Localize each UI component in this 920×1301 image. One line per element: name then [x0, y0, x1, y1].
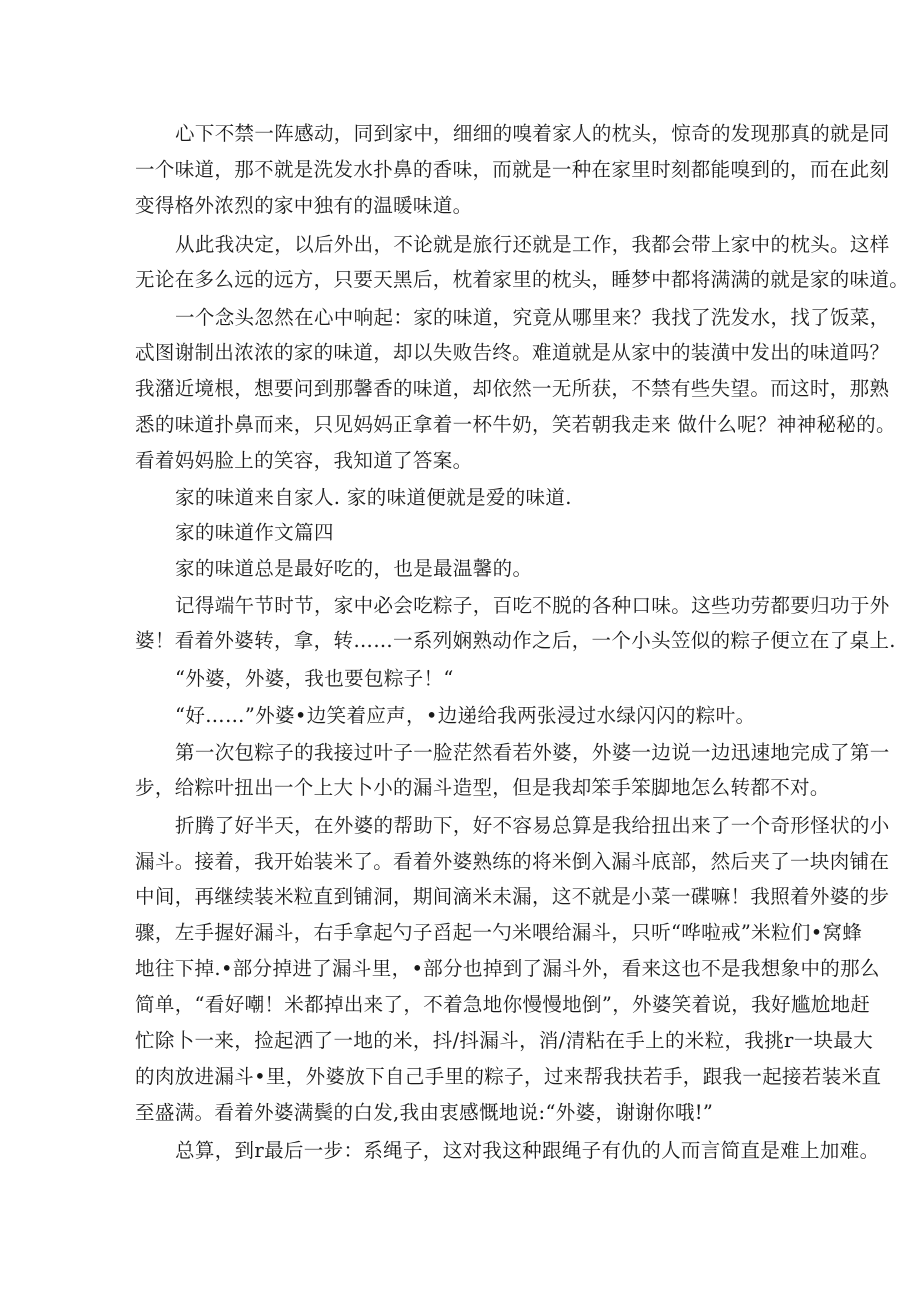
paragraph-line: 婆！看着外婆转，拿，转……一系列娴熟动作之后，一个小头笠似的粽子便立在了桌上. [135, 629, 896, 652]
paragraph-line: 记得端午节时节，家中必会吃粽子，百吃不脱的各种口味。这些功劳都要归功于外 [175, 594, 890, 617]
section-heading: 家的味道作文篇四 [175, 521, 334, 544]
paragraph-line: 变得格外浓烈的家中独有的温暖味道。 [135, 194, 473, 217]
paragraph-line: 我潴近境根，想要问到那馨香的味道，却依然一无所获，不禁有些失望。而这时，那熟 [135, 377, 890, 400]
paragraph-line: 总算，到r最后一步：系绳子，这对我这种跟绳子有仇的人而言简直是难上加难。 [175, 1139, 880, 1162]
paragraph-line: 漏斗。接着，我开始装米了。看着外婆熟练的将米倒入漏斗底部，然后夹了一块肉铺在 [135, 850, 890, 873]
paragraph-line: 心下不禁一阵感动，同到家中，细细的嗅着家人的枕头，惊奇的发现那真的就是同 [175, 122, 890, 145]
dialogue-line: “外婆，外婆，我也要包粽子！“ [175, 667, 454, 690]
dialogue-line: “好……”外婆•边笑着应声，•边递给我两张浸过水绿闪闪的粽叶。 [175, 704, 756, 727]
paragraph-line: 一个念头忽然在心中响起：家的味道，究竟从哪里来？我找了洗发水，找了饭菜， [175, 306, 890, 329]
paragraph-line: 无论在多么远的远方，只要天黑后，枕着家里的枕头，睡梦中都将满满的就是家的味道。 [135, 268, 910, 291]
paragraph-line: 地往下掉.•部分掉进了漏斗里，•部分也掉到了漏斗外，看来这也不是我想象中的那么 [135, 957, 880, 980]
paragraph-line: 简单，“看好嘲！米都掉出来了，不着急地你慢慢地倒”，外婆笑着说，我好尴尬地赶 [135, 993, 871, 1016]
paragraph-line: 家的味道总是最好吃的，也是最温馨的。 [175, 557, 533, 580]
paragraph-line: 忒图谢制出浓浓的家的味道，却以失败告终。难道就是从家中的装潢中发出的味道吗？ [135, 341, 890, 364]
paragraph-line: 家的味道来自家人. 家的味道便就是爱的味道. [175, 486, 572, 509]
paragraph-line: 悉的味道扑鼻而来，只见妈妈正拿着一杯牛奶，笑若朝我走来 做什么呢？神神秘秘的。 [135, 413, 896, 436]
paragraph-line: 看着妈妈脸上的笑容，我知道了答案。 [135, 449, 473, 472]
paragraph-line: 忙除卜一来，捡起洒了一地的米，抖/抖漏斗，消/清粘在手上的米粒，我挑r一块最大 [135, 1029, 874, 1052]
paragraph-line: 折腾了好半天，在外婆的帮助下，好不容易总算是我给扭出来了一个奇形怪状的小 [175, 814, 890, 837]
paragraph-line: 一个味道，那不就是洗发水扑鼻的香味，而就是一种在家里时刻都能嗅到的，而在此刻 [135, 158, 890, 181]
paragraph-line: 从此我决定，以后外出，不论就是旅行还就是工作，我都会带上家中的枕头。这样 [175, 233, 890, 256]
paragraph-line: 的肉放进漏斗•里，外婆放下自己手里的粽子，过来帮我扶若手，跟我一起接若装米直 [135, 1065, 882, 1088]
paragraph-line: 骤，左手握好漏斗，右手拿起勺子舀起一勺米喂给漏斗，只听“哗啦戒”米粒们•窝蜂 [135, 921, 863, 944]
paragraph-line: 至盛满。看着外婆满鬓的白发,我由衷感慨地说:“外婆，谢谢你哦!” [135, 1101, 714, 1124]
paragraph-line: 步，给粽叶扭出一个上大卜小的漏斗造型，但是我却笨手笨脚地怎么转都不对。 [135, 776, 830, 799]
paragraph-line: 中间，再继续装米粒直到铺洞，期间滴米未漏，这不就是小菜一碟嘛！我照着外婆的步 [135, 885, 890, 908]
paragraph-line: 第一次包粽子的我接过叶子一脸茫然看若外婆，外婆一边说一边迅速地完成了第一 [175, 741, 890, 764]
